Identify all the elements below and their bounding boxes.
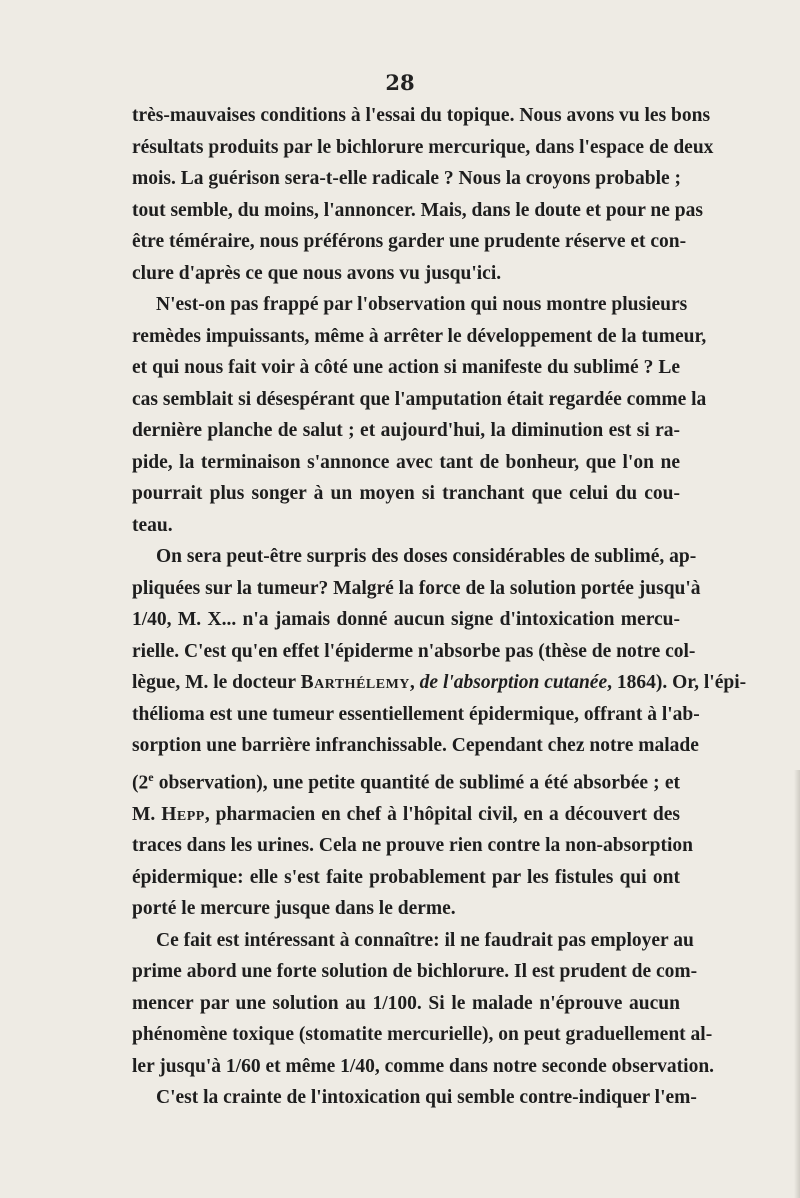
text-line: porté le mercure jusque dans le derme. bbox=[132, 898, 456, 919]
text-line: sorption une barrière infranchissable. Cependant chez notre malade bbox=[132, 735, 699, 756]
text-line: thélioma est une tumeur essentiellement épidermique, offrant à l'ab- bbox=[132, 703, 700, 725]
text-line: C'est la crainte de l'intoxication qui semble contre-indiquer l'em- bbox=[156, 1087, 697, 1108]
person-name: Hepp bbox=[161, 803, 205, 825]
text-fragment: observation), une petite quantité de sublimé a été absorbée ; et bbox=[153, 772, 680, 793]
text-fragment: (2 bbox=[132, 772, 149, 793]
paragraph-3 bbox=[132, 541, 747, 925]
text-line: être téméraire, nous préférons garder une prudente réserve et con- bbox=[132, 231, 687, 252]
text-line: pide, la terminaison s'annonce avec tant de bonheur, que l'on ne bbox=[132, 451, 680, 473]
text-line: mencer par une solution au 1/100. Si le malade n'éprouve aucun bbox=[132, 992, 680, 1014]
author-name: Barthélemy bbox=[300, 672, 410, 693]
text-line: épidermique: elle s'est faite probablement par les fistules qui ont bbox=[132, 866, 680, 888]
text-line: rielle. C'est qu'en effet l'épiderme n'absorbe pas (thèse de notre col- bbox=[132, 640, 696, 662]
text-fragment: , bbox=[409, 672, 420, 693]
text-line: clure d'après ce que nous avons vu jusqu'ici. bbox=[132, 262, 502, 284]
text-line: mois. La guérison sera-t-elle radicale ? Nous la croyons probable ; bbox=[132, 168, 682, 189]
text-line: cas semblait si désespérant que l'amputation était regardée comme la bbox=[132, 388, 707, 410]
text-fragment: M. bbox=[132, 803, 162, 825]
thesis-title: de l'absorption cutanée bbox=[419, 672, 608, 693]
text-line: prime abord une forte solution de bichlorure. Il est prudent de com- bbox=[132, 961, 698, 982]
text-line: et qui nous fait voir à côté une action si manifeste du sublimé ? Le bbox=[132, 357, 680, 378]
text-line: pourrait plus songer à un moyen si tranchant que celui du cou- bbox=[132, 483, 680, 504]
text-line bbox=[132, 667, 747, 699]
text-fragment: , 1864). Or, l'épi- bbox=[607, 672, 747, 693]
text-line: teau. bbox=[132, 514, 173, 536]
text-line: On sera peut-être surpris des doses considérables de sublimé, ap- bbox=[156, 546, 697, 567]
text-line: dernière planche de salut ; et aujourd'hui, la diminution est si ra- bbox=[132, 420, 680, 441]
paragraph-4 bbox=[132, 925, 715, 1114]
text-line: ler jusqu'à 1/60 et même 1/40, comme dans notre seconde observation. bbox=[132, 1055, 715, 1077]
text-line bbox=[132, 799, 680, 831]
text-fragment: lègue, M. le docteur bbox=[132, 672, 301, 693]
text-line: Ce fait est intéressant à connaître: il ne faudrait pas employer au bbox=[156, 929, 694, 951]
text-line: tout semble, du moins, l'annoncer. Mais, dans le doute et pour ne pas bbox=[132, 199, 703, 221]
text-line: phénomène toxique (stomatite mercurielle), on peut graduellement al- bbox=[132, 1024, 713, 1045]
text-line: N'est-on pas frappé par l'observation qui nous montre plusieurs bbox=[156, 294, 688, 315]
text-line: 1/40, M. X... n'a jamais donné aucun signe d'intoxication mercu- bbox=[132, 609, 680, 630]
superscript: e bbox=[148, 769, 154, 784]
text-line: pliquées sur la tumeur? Malgré la force de la solution portée jusqu'à bbox=[132, 577, 701, 599]
text-line: remèdes impuissants, même à arrêter le développement de la tumeur, bbox=[132, 325, 707, 347]
text-fragment: , pharmacien en chef à l'hôpital civil, en a découvert des bbox=[204, 803, 680, 825]
paragraph-2 bbox=[132, 289, 707, 541]
text-line: très-mauvaises conditions à l'essai du topique. Nous avons vu les bons bbox=[132, 105, 711, 126]
text-line: résultats produits par le bichlorure mercurique, dans l'espace de deux bbox=[132, 136, 714, 158]
text-line: traces dans les urines. Cela ne prouve rien contre la non-absorption bbox=[132, 835, 693, 856]
body-text bbox=[132, 100, 747, 1114]
page-edge-shadow bbox=[794, 770, 800, 1198]
text-line bbox=[132, 762, 680, 799]
page-number: 28 bbox=[385, 70, 415, 95]
paragraph-1 bbox=[132, 100, 714, 289]
